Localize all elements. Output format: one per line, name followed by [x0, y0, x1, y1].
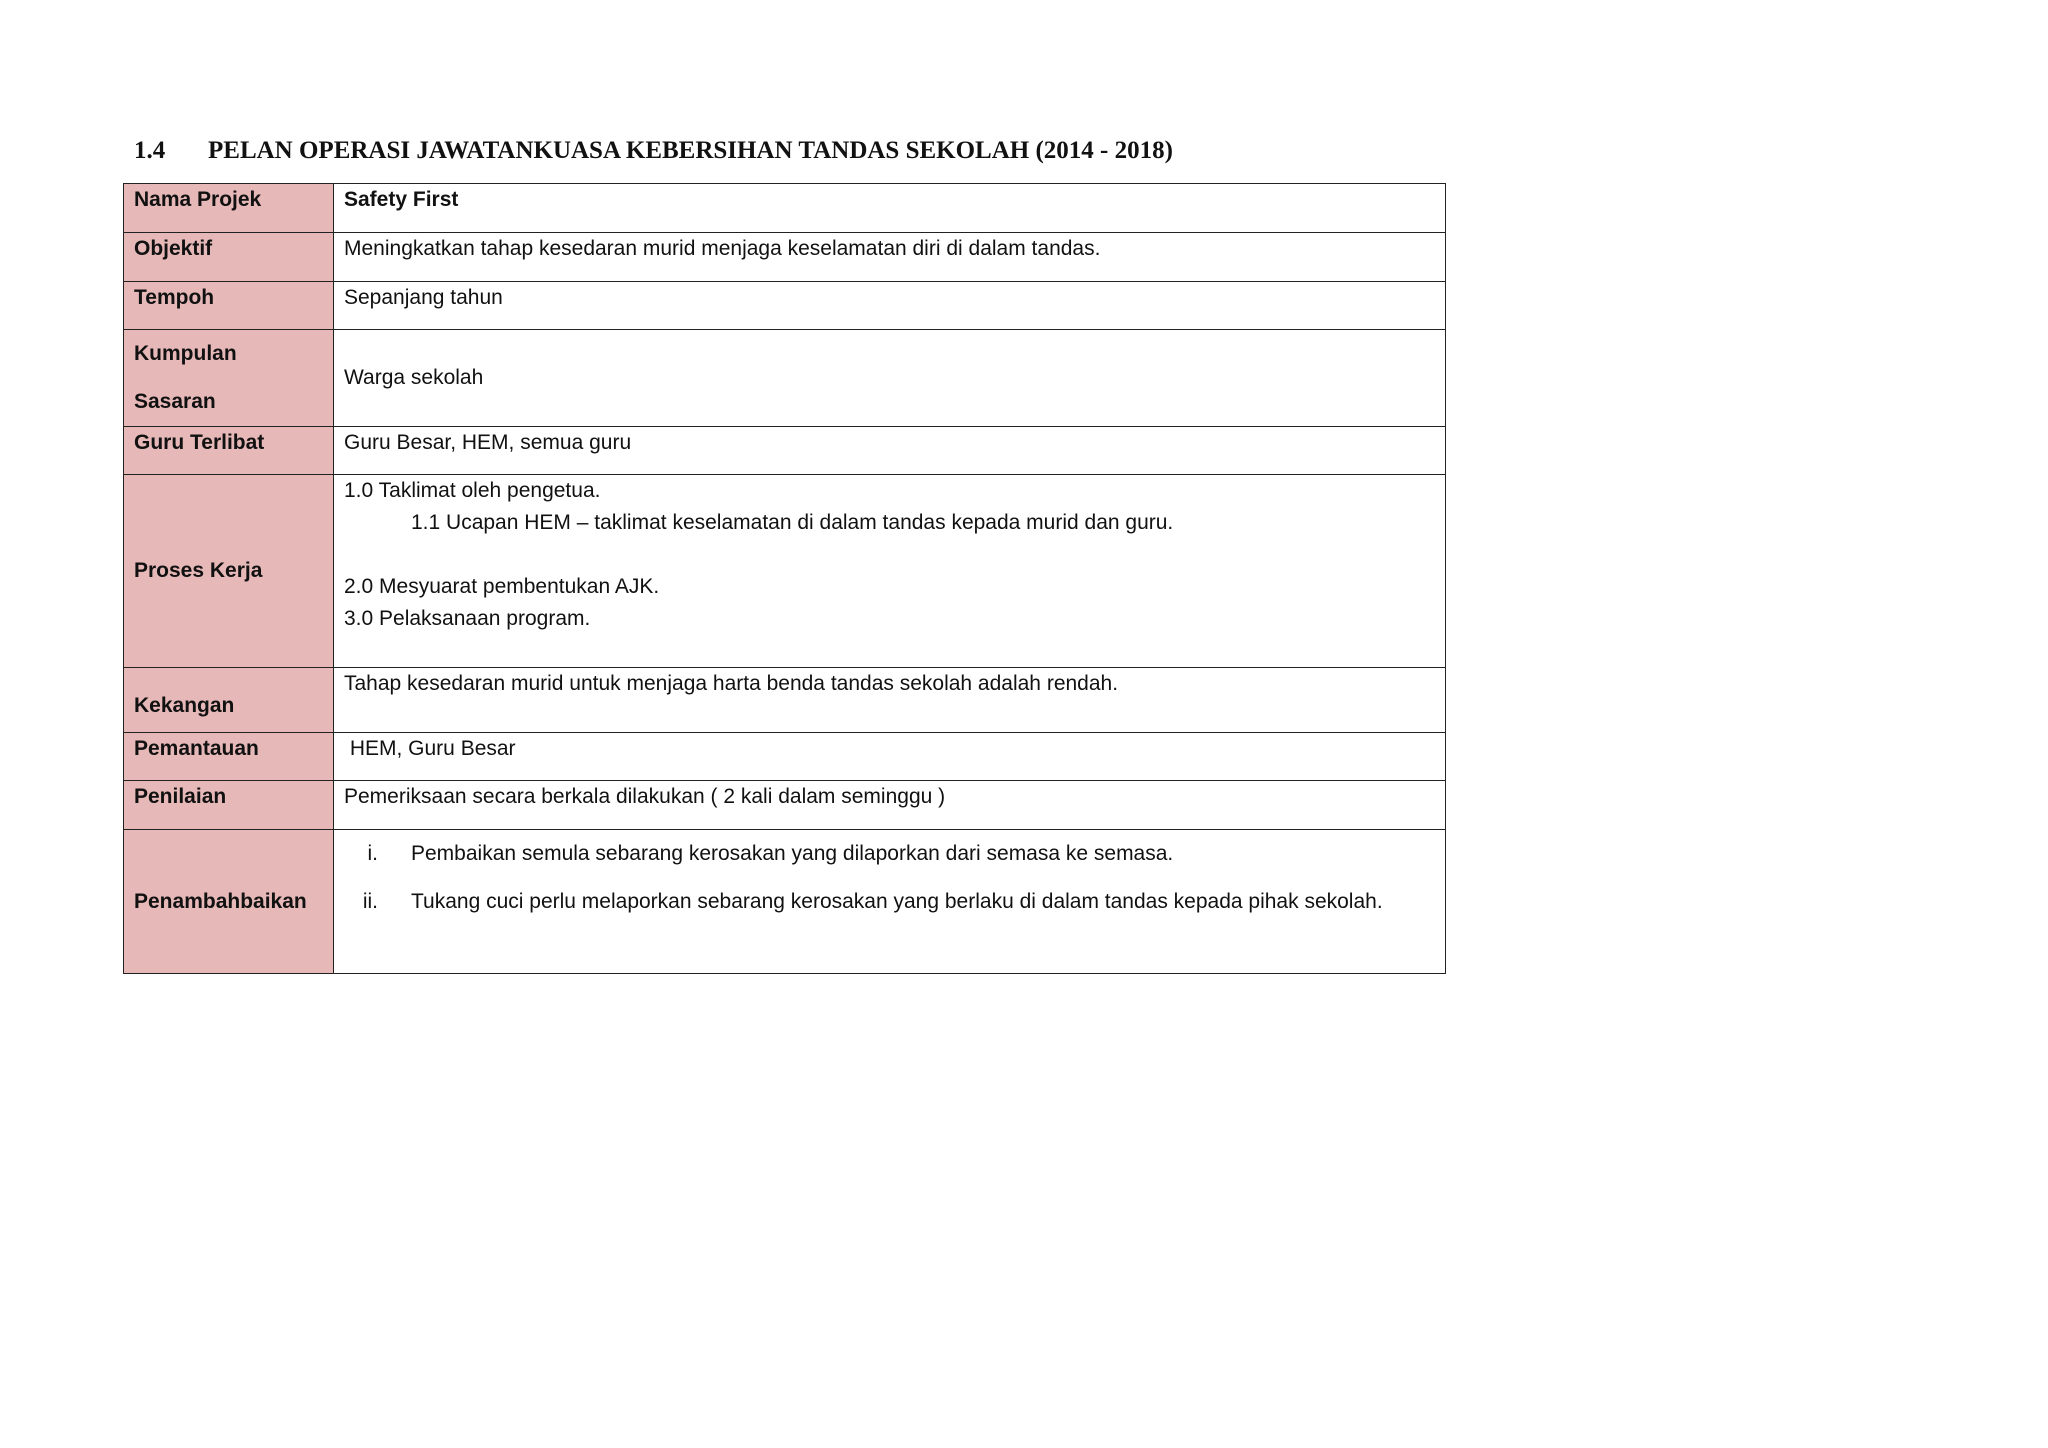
document-heading: [134, 134, 1173, 168]
table-row: [124, 427, 1446, 475]
process-step: 2.0 Mesyuarat pembentukan AJK.: [344, 575, 660, 598]
row-label-duration: Tempoh: [124, 282, 334, 330]
list-item-text: Tukang cuci perlu melaporkan sebarang kerosakan yang berlaku di dalam tandas kepada pihak sekolah.: [411, 890, 1383, 913]
row-label-work-process: Proses Kerja: [124, 475, 334, 668]
section-title: PELAN OPERASI JAWATANKUASA KEBERSIHAN TANDAS SEKOLAH (2014 - 2018): [208, 137, 1173, 164]
list-marker: ii.: [362, 890, 378, 913]
target-group-label-line1: Kumpulan: [134, 342, 237, 365]
section-number: 1.4: [134, 137, 166, 164]
row-value-project-name: Safety First: [334, 184, 1446, 233]
row-label-teachers: Guru Terlibat: [124, 427, 334, 475]
table-row: [124, 475, 1446, 668]
target-group-label-line2: Sasaran: [134, 390, 216, 413]
list-item-text: Pembaikan semula sebarang kerosakan yang dilaporkan dari semasa ke semasa.: [411, 842, 1174, 865]
row-value-evaluation: Pemeriksaan secara berkala dilakukan ( 2 kali dalam seminggu ): [334, 781, 1446, 830]
process-step: 1.1 Ucapan HEM – taklimat keselamatan di dalam tandas kepada murid dan guru.: [411, 511, 1174, 534]
table-row: [124, 330, 1446, 427]
list-item: [344, 830, 1435, 878]
table-row: [124, 233, 1446, 282]
process-spacer: [344, 539, 1435, 571]
row-value-constraints: Tahap kesedaran murid untuk menjaga harta benda tandas sekolah adalah rendah.: [334, 668, 1446, 733]
row-value-duration: Sepanjang tahun: [334, 282, 1446, 330]
operation-plan-table: [123, 183, 1446, 974]
table-row: [124, 282, 1446, 330]
row-value-objective: Meningkatkan tahap kesedaran murid menjaga keselamatan diri di dalam tandas.: [334, 233, 1446, 282]
row-label-evaluation: Penilaian: [124, 781, 334, 830]
row-value-target-group: Warga sekolah: [334, 330, 1446, 427]
table-row: [124, 184, 1446, 233]
list-item: [344, 878, 1435, 926]
row-label-monitoring: Pemantauan: [124, 733, 334, 781]
row-value-work-process: [334, 475, 1446, 668]
row-label-constraints: Kekangan: [124, 668, 334, 733]
table-row: [124, 668, 1446, 733]
process-step: 3.0 Pelaksanaan program.: [344, 607, 591, 630]
table-row: [124, 830, 1446, 974]
row-label-project-name: Nama Projek: [124, 184, 334, 233]
improvement-list: [344, 830, 1435, 926]
row-label-objective: Objektif: [124, 233, 334, 282]
list-marker: i.: [367, 842, 378, 865]
row-label-target-group: [124, 330, 334, 427]
process-step: 1.0 Taklimat oleh pengetua.: [344, 479, 601, 502]
table-row: [124, 733, 1446, 781]
row-value-improvement: [334, 830, 1446, 974]
row-value-monitoring: HEM, Guru Besar: [334, 733, 1446, 781]
table-row: [124, 781, 1446, 830]
row-label-improvement: Penambahbaikan: [124, 830, 334, 974]
row-value-teachers: Guru Besar, HEM, semua guru: [334, 427, 1446, 475]
